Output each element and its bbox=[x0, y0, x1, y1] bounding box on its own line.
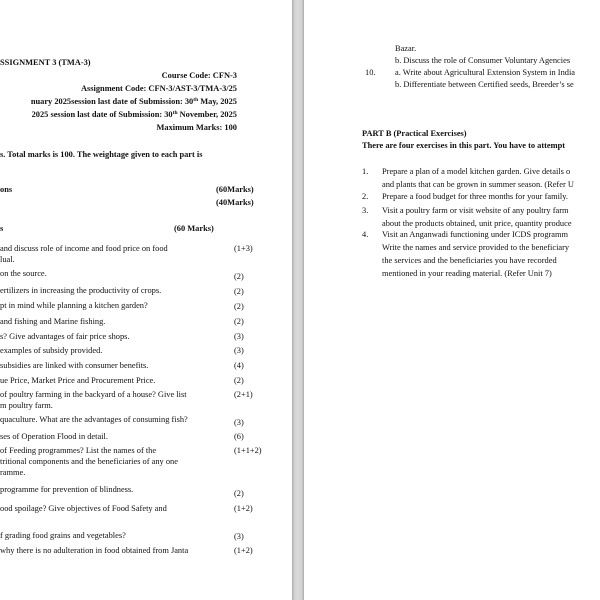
question-text: ramme. bbox=[0, 468, 26, 477]
exercise-text: Prepare a food budget for three months for your family. bbox=[382, 192, 568, 201]
exercise-text: the services and the beneficiaries you have recorded bbox=[382, 256, 557, 265]
parts-label: ons bbox=[0, 185, 13, 194]
total-marks-note: s. Total marks is 100. The weightage given to each part is bbox=[0, 150, 203, 159]
exercise-number: 2. bbox=[362, 192, 369, 201]
right-page bbox=[304, 0, 600, 600]
question-text: s? Give advantages of fair price shops. bbox=[0, 332, 130, 341]
exercise-text: Write the names and service provided to the beneficiary bbox=[382, 243, 570, 252]
exercise-text: Visit an Anganwadi functioning under ICDS programm bbox=[382, 230, 569, 239]
question-marks: (2+1) bbox=[234, 390, 253, 399]
question-marks: (2) bbox=[234, 287, 244, 296]
question-10a: a. Write about Agricultural Extension System in India bbox=[395, 68, 575, 77]
question-text: quaculture. What are the advantages of consuming fish? bbox=[0, 415, 188, 424]
question-text: on the source. bbox=[0, 269, 47, 278]
exercise-text: Prepare a plan of a model kitchen garden. Give details o bbox=[382, 167, 571, 176]
question-text: programme for prevention of blindness. bbox=[0, 485, 134, 494]
part-b-marks: (40Marks) bbox=[216, 198, 254, 207]
exercise-text: mentioned in your reading material. (Refer Unit 7) bbox=[382, 269, 552, 278]
question-marks: (1+2) bbox=[234, 546, 253, 555]
question-text: ood spoilage? Give objectives of Food Safety and bbox=[0, 504, 167, 513]
continued-line: Bazar. bbox=[395, 44, 417, 53]
question-text: m poultry farm. bbox=[0, 401, 53, 410]
question-marks: (1+1+2) bbox=[234, 446, 262, 455]
question-marks: (2) bbox=[234, 302, 244, 311]
question-marks: (2) bbox=[234, 317, 244, 326]
session-july-deadline: 2025 session last date of Submission: 30th November, 2025 bbox=[31, 110, 237, 119]
part-b-title: PART B (Practical Exercises) bbox=[362, 129, 467, 138]
page-gutter bbox=[292, 0, 304, 600]
question-marks: (2) bbox=[234, 272, 244, 281]
part-b-intro: There are four exercises in this part. You have to attempt bbox=[362, 141, 566, 150]
question-marks: (1+3) bbox=[234, 244, 253, 253]
assignment-code: Assignment Code: CFN-3/AST-3/TMA-3/25 bbox=[80, 84, 237, 93]
question-marks: (3) bbox=[234, 418, 244, 427]
question-text: examples of subsidy provided. bbox=[0, 346, 103, 355]
question-marks: (3) bbox=[234, 532, 244, 541]
question-text: and fishing and Marine fishing. bbox=[0, 317, 106, 326]
course-code: Course Code: CFN-3 bbox=[161, 71, 237, 80]
question-text: ue Price, Market Price and Procurement Price. bbox=[0, 376, 156, 385]
question-text: of poultry farming in the backyard of a house? Give list bbox=[0, 390, 187, 399]
exercise-number: 1. bbox=[362, 167, 369, 176]
question-marks: (4) bbox=[234, 361, 244, 370]
exercise-text: about the products obtained, unit price, quantity produce bbox=[382, 219, 572, 228]
question-marks: (1+2) bbox=[234, 504, 253, 513]
exercise-text: Visit a poultry farm or visit website of any poultry farm bbox=[382, 206, 569, 215]
question-marks: (3) bbox=[234, 346, 244, 355]
question-text: of Feeding programmes? List the names of the bbox=[0, 446, 157, 455]
question-9b: b. Discuss the role of Consumer Voluntary Agencies bbox=[395, 56, 571, 65]
exercise-text: and plants that can be grown in summer season. (Refer U bbox=[382, 180, 574, 189]
session-january-deadline: nuary 2025session last date of Submission: 30th May, 2025 bbox=[30, 97, 237, 106]
question-marks: (2) bbox=[234, 489, 244, 498]
question-marks: (2) bbox=[234, 376, 244, 385]
maximum-marks: Maximum Marks: 100 bbox=[156, 123, 237, 132]
assignment-title: SSIGNMENT 3 (TMA-3) bbox=[0, 58, 91, 67]
question-text: lual. bbox=[0, 255, 15, 264]
question-text: ertilizers in increasing the productivity of crops. bbox=[0, 286, 162, 295]
exercise-number: 3. bbox=[362, 206, 369, 215]
question-text: f grading food grains and vegetables? bbox=[0, 531, 126, 540]
question-text: why there is no adulteration in food obtained from Janta bbox=[0, 546, 189, 555]
section-marks: (60 Marks) bbox=[174, 224, 214, 233]
section-label: s bbox=[0, 224, 4, 233]
exercise-number: 4. bbox=[362, 230, 369, 239]
part-a-marks: (60Marks) bbox=[216, 185, 254, 194]
question-text: tritional components and the beneficiaries of any one bbox=[0, 457, 178, 466]
question-marks: (6) bbox=[234, 432, 244, 441]
question-10b: b. Differentiate between Certified seeds, Breeder’s se bbox=[395, 80, 574, 89]
question-marks: (3) bbox=[234, 332, 244, 341]
question-text: pt in mind while planning a kitchen garden? bbox=[0, 301, 148, 310]
question-text: ses of Operation Flood in detail. bbox=[0, 432, 108, 441]
question-text: and discuss role of income and food price on food bbox=[0, 244, 168, 253]
question-text: subsidies are linked with consumer benefits. bbox=[0, 361, 149, 370]
question-10-number: 10. bbox=[365, 68, 376, 77]
left-page bbox=[0, 0, 292, 600]
